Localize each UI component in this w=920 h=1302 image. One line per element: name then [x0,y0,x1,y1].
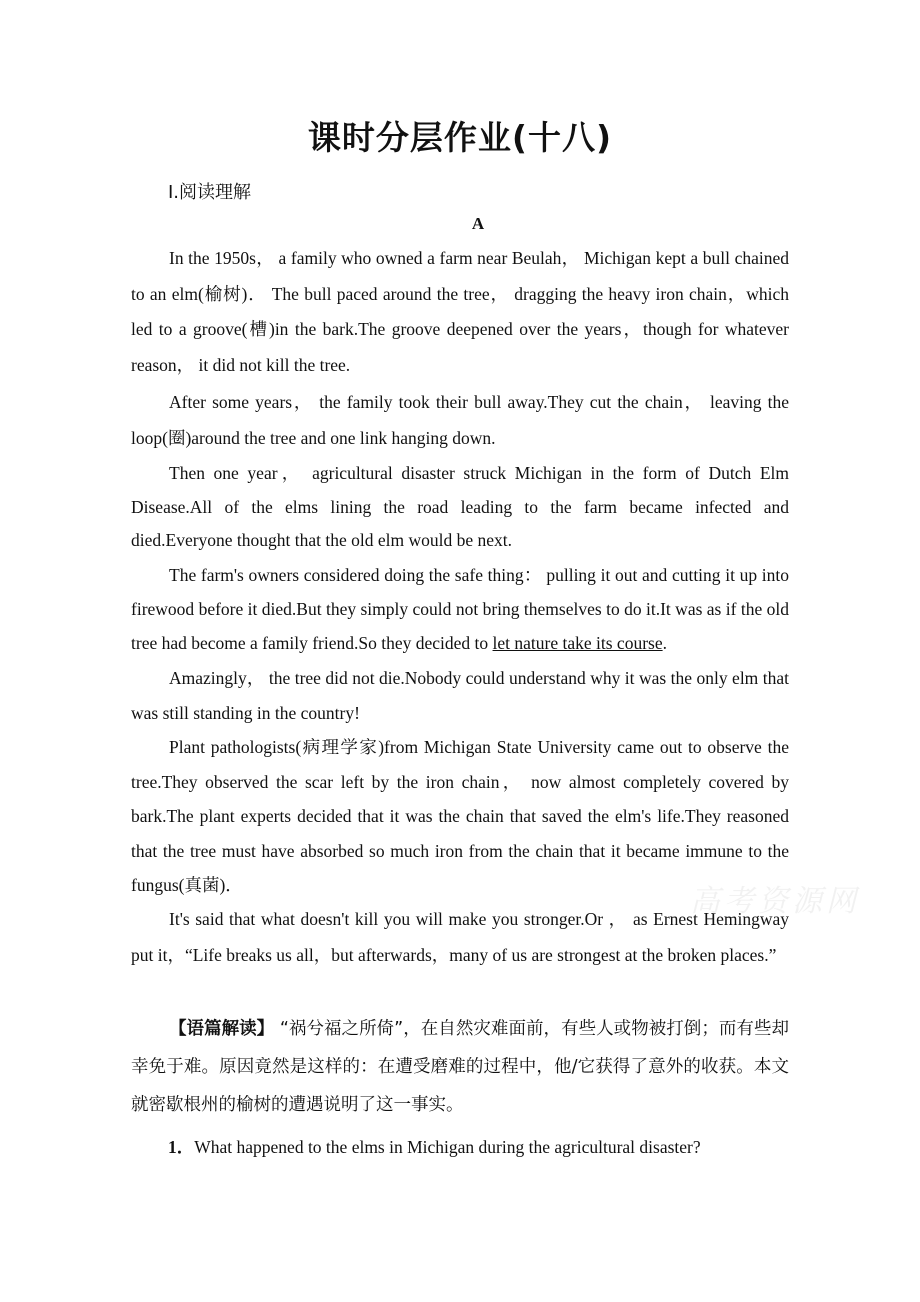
paragraph-4 [131,558,789,660]
page-title: 课时分层作业(十八) [307,118,613,157]
question-text: What happened to the elms in Michigan during the agricultural disaster? [194,1137,701,1157]
paragraph-1: In the 1950s， a family who owned a farm near Beulah， Michigan kept a bull chained to an elm(榆树)． The bull paced around the tree， dragging the heavy iron chain，which led to a groove(槽)in the bark.The groove deepened over the years，though for whatever reason， it did not kill the tree. [131,248,789,375]
question-number: 1． [168,1137,195,1157]
section-heading: Ⅰ.阅读理解 [168,182,252,203]
paragraph-2: After some years， the family took their bull away.They cut the chain， leaving the loop(圈)around the tree and one link hanging down. [131,392,789,448]
underlined-phrase: let nature take its course [492,633,663,653]
analysis-label: 【语篇解读】 [169,1019,275,1039]
paragraph-7: It's said that what doesn't kill you will make you stronger.Or ， as Ernest Hemingway put it，“Life breaks us all，but afterwards，many of us are strongest at the broken places.” [131,909,789,965]
paragraph-3: Then one year， agricultural disaster struck Michigan in the form of Dutch Elm Disease.All of the elms lining the road leading to the farm became infected and died.Everyone thought that the old elm would be next. [131,463,789,550]
question-1 [168,1132,808,1162]
paragraph-6: Plant pathologists(病理学家)from Michigan State University came out to observe the tree.They observed the scar left by the iron chain， now almost completely covered by bark.The plant experts decided that it was the chain that saved the elm's life.They reasoned that the tree must have absorbed so much iron from the chain that it became immune to the fungus(真菌)． [131,737,789,895]
passage-analysis [131,1010,789,1124]
analysis-text: “祸兮福之所倚”，在自然灾难面前，有些人或物被打倒；而有些却幸免于难。原因竟然是这样的：在遭受磨难的过程中，他/它获得了意外的收获。本文就密歇根州的榆树的遭遇说明了这一事实。 [131,1019,789,1115]
paragraph-4-end: . [662,633,667,653]
paragraph-5: Amazingly， the tree did not die.Nobody could understand why it was the only elm that was still standing in the country! [131,668,789,723]
watermark: 高考资源网 [690,884,860,919]
passage-letter: A [471,214,485,233]
paragraph-4-text: The farm's owners considered doing the safe thing： pulling it out and cutting it up into firewood before it died.But they simply could not bring themselves to do it.It was as if the old tree had become a family friend.So they decided to [131,565,789,653]
